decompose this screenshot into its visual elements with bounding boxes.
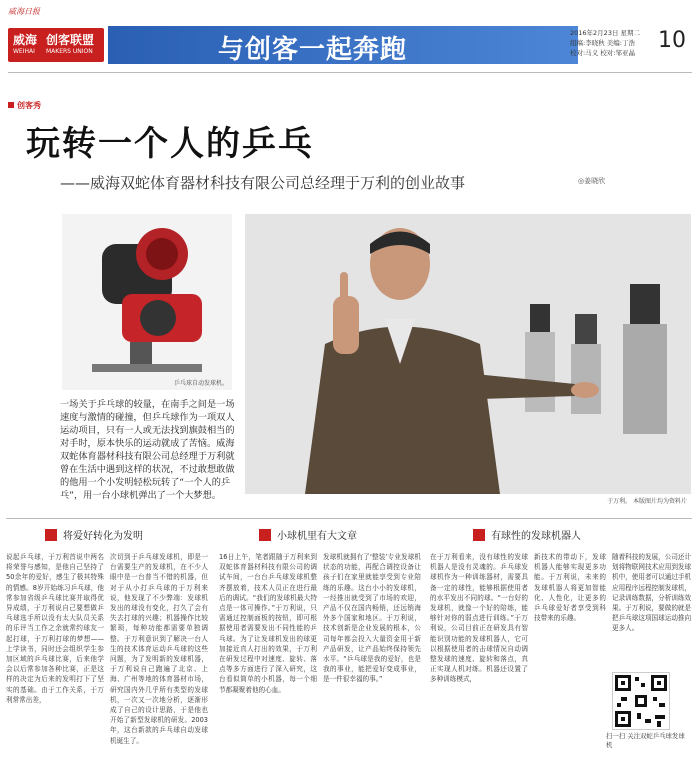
qr-code[interactable]	[612, 672, 670, 730]
issue-editors: 组稿:李晓秋 美编:丁浩	[570, 39, 635, 47]
page-number: 10	[658, 28, 686, 53]
masthead: 威海日报	[8, 7, 40, 16]
photo1-caption: 乒乓球自动发球机。	[173, 380, 228, 387]
article-subtitle: ——威海双蛇体育器材科技有限公司总经理于万利的创业故事	[60, 174, 466, 192]
body-column-3: 16日上午，笔者跟随于万利来到双蛇体育器材科技有限公司的调试车间，一台台乒乓球发球机整齐摆放着，技术人员正在进行最后的调试。“我们的发球机最大特点是一体可操作。”于万利说，只需通过控制面板的按钮，即可根据使用者需要发出不同性能的乒乓球。为了让发球机发出的球更加接近真人打出的效果，于万利在研发过程中对速度、旋转、落点等多方面进行了深入研究，这台看似简单的小机器，每一个细节都凝聚着他的心血。	[219, 553, 317, 694]
headline-bar	[108, 26, 578, 64]
logo-text-weihai: 威海	[13, 33, 38, 47]
section-heading-3	[473, 527, 581, 543]
section-heading-2	[259, 527, 357, 543]
logo-text-union: 创客联盟	[46, 33, 95, 47]
photo2-caption: 于万利。 本版图片均为资料片	[607, 498, 687, 505]
issue-proofreaders: 校对:马义 校对:邹亚晶	[570, 49, 635, 57]
photo-yu-wanli	[245, 214, 691, 505]
header-divider	[8, 72, 692, 73]
body-column-2: 次切到于乒乓球发球机，即是一台需要生产的发球机，在不少人眼中是一台普当不错的机器，但对于从小打乒乓球的于万利来说，他发现了不少弊端：发球机发出的球没有变化，打久了会有失去打球的兴趣；机器操作比较繁琐，每种功能都需要单独调整。于万利意识到了解决一台人生的技术体育运动乒乓球的这些问题，为了发明新的发球机器，于万利说自己跑遍了北京、上海、广州等地的体育器材市场，研究国内外几乎所有类型的发球机，一次又一次地分析，逐渐形成了自己的设计思路，于是他也开始了新型发球机的研发。2003年，这台新款的乒乓球自动发球机诞生了。	[110, 553, 208, 745]
makers-union-logo	[8, 28, 104, 62]
body-column-1: 说起乒乓球，于万利首说中两名将荣誉与感知，是他自己坚持了50余年的爱好，感生了极其特殊的情感。8岁开始练习乒乓球，他常参加省级乒乓球比赛并取得优异成绩，于万利说自己要想做乒乓球选手所以没有太大队员关系的乐评当工作之余就常约球友一起打球，于万利打球的梦想——上学读书，同时还会组织学生参加区域的乒乓球比赛，后来他学会以后常参加各种比赛，正是这样的决定为后来的发明打下了坚实的基础。由于工作关系，于万利常常出差，	[6, 553, 104, 704]
section-heading-text: 小球机里有大文章	[277, 531, 357, 542]
section-marker-icon	[45, 529, 57, 541]
portrait-image	[245, 214, 691, 494]
body-column-4: 发球机就拥有了‘整装’专业发球机状态的功能，再配合调控设备让孩子们在家里就能享受到专业陪练的乐趣。这台小小的发球机，一经推出就受到了市场的欢迎，产品不仅在国内畅销，还远销海外多个国家和地区。于万利说，技术创新是企业发展的根本，公司每年都会投入大量资金用于新产品研发，让产品始终保持领先水平。“乒乓球是我的爱好，也是我的事业，能把爱好变成事业，是一件很幸福的事。”	[323, 553, 421, 684]
logo-text-weihai-en: WEIHAI	[13, 48, 35, 55]
page-banner	[8, 26, 692, 66]
body-column-6: 新技术的带动下，发球机器人能够实现更多功能。于万利说，未来的发球机器人将更加智能化、人性化，让更多的乒乓球爱好者享受到科技带来的乐趣。	[534, 553, 606, 623]
section-marker-icon	[473, 529, 485, 541]
serving-machine-image	[62, 214, 232, 390]
article-author: ◎姜晓欣	[578, 177, 606, 185]
tag-square-icon	[8, 102, 14, 108]
body-divider	[6, 518, 692, 519]
qr-code-icon	[613, 673, 669, 729]
section-tag	[8, 100, 41, 111]
section-heading-1	[45, 527, 143, 543]
issue-info	[570, 28, 670, 58]
banner-headline: 与创客一起奔跑	[218, 35, 408, 65]
article-title: 玩转一个人的乒乓	[26, 124, 314, 164]
section-heading-text: 将爱好转化为发明	[63, 531, 143, 542]
article-intro: 一场关于乒乓球的较量，在南手之间是一场速度与激情的碰撞，但乒乓球作为一项双人运动项目，只有一人或无法找到旗鼓相当的对手时，原本快乐的运动就成了苦恼。威海双蛇体育器材科技有限公司总经理于万利就曾在生活中遇到这样的状况，不过敢想敢做的他用一个小发明轻松玩转了“一个人的乒乓”，用一台小球机弹出了一个大梦想。	[60, 399, 235, 501]
photo-serving-machine	[62, 214, 232, 390]
section-tag-label: 创客秀	[17, 101, 41, 110]
logo-text-union-en: MAKERS UNION	[46, 48, 93, 55]
body-column-7: 随着科技的发展，公司还计划将物联网技术应用到发球机中，使用者可以通过手机应用程序远程控制发球机，记录训练数据，分析训练效果。于万利说，要做的就是把乒乓球这项国球运动推向更多人。	[612, 553, 692, 633]
issue-date: 2016年2月23日 星期二	[570, 29, 641, 37]
body-column-5: 在于万利看来，没有球性的发球机器人是没有灵魂的。乒乓球发球机作为一种训练器材，需要具备一定的球性，能够根据使用者的水平发出不同的球。“一台好的发球机，就像一个好的陪练，能够针对你的弱点进行训练。”于万利说，公司目前正在研发具有智能识别功能的发球机器人，它可以根据使用者的击球情况自动调整发球的速度、旋转和落点，真正实现人机对练。机器还设置了多种训练模式，	[430, 553, 528, 684]
section-heading-text: 有球性的发球机器人	[491, 531, 581, 542]
qr-caption: 扫一扫 关注双蛇乒乓球发球机	[606, 732, 685, 749]
section-marker-icon	[259, 529, 271, 541]
